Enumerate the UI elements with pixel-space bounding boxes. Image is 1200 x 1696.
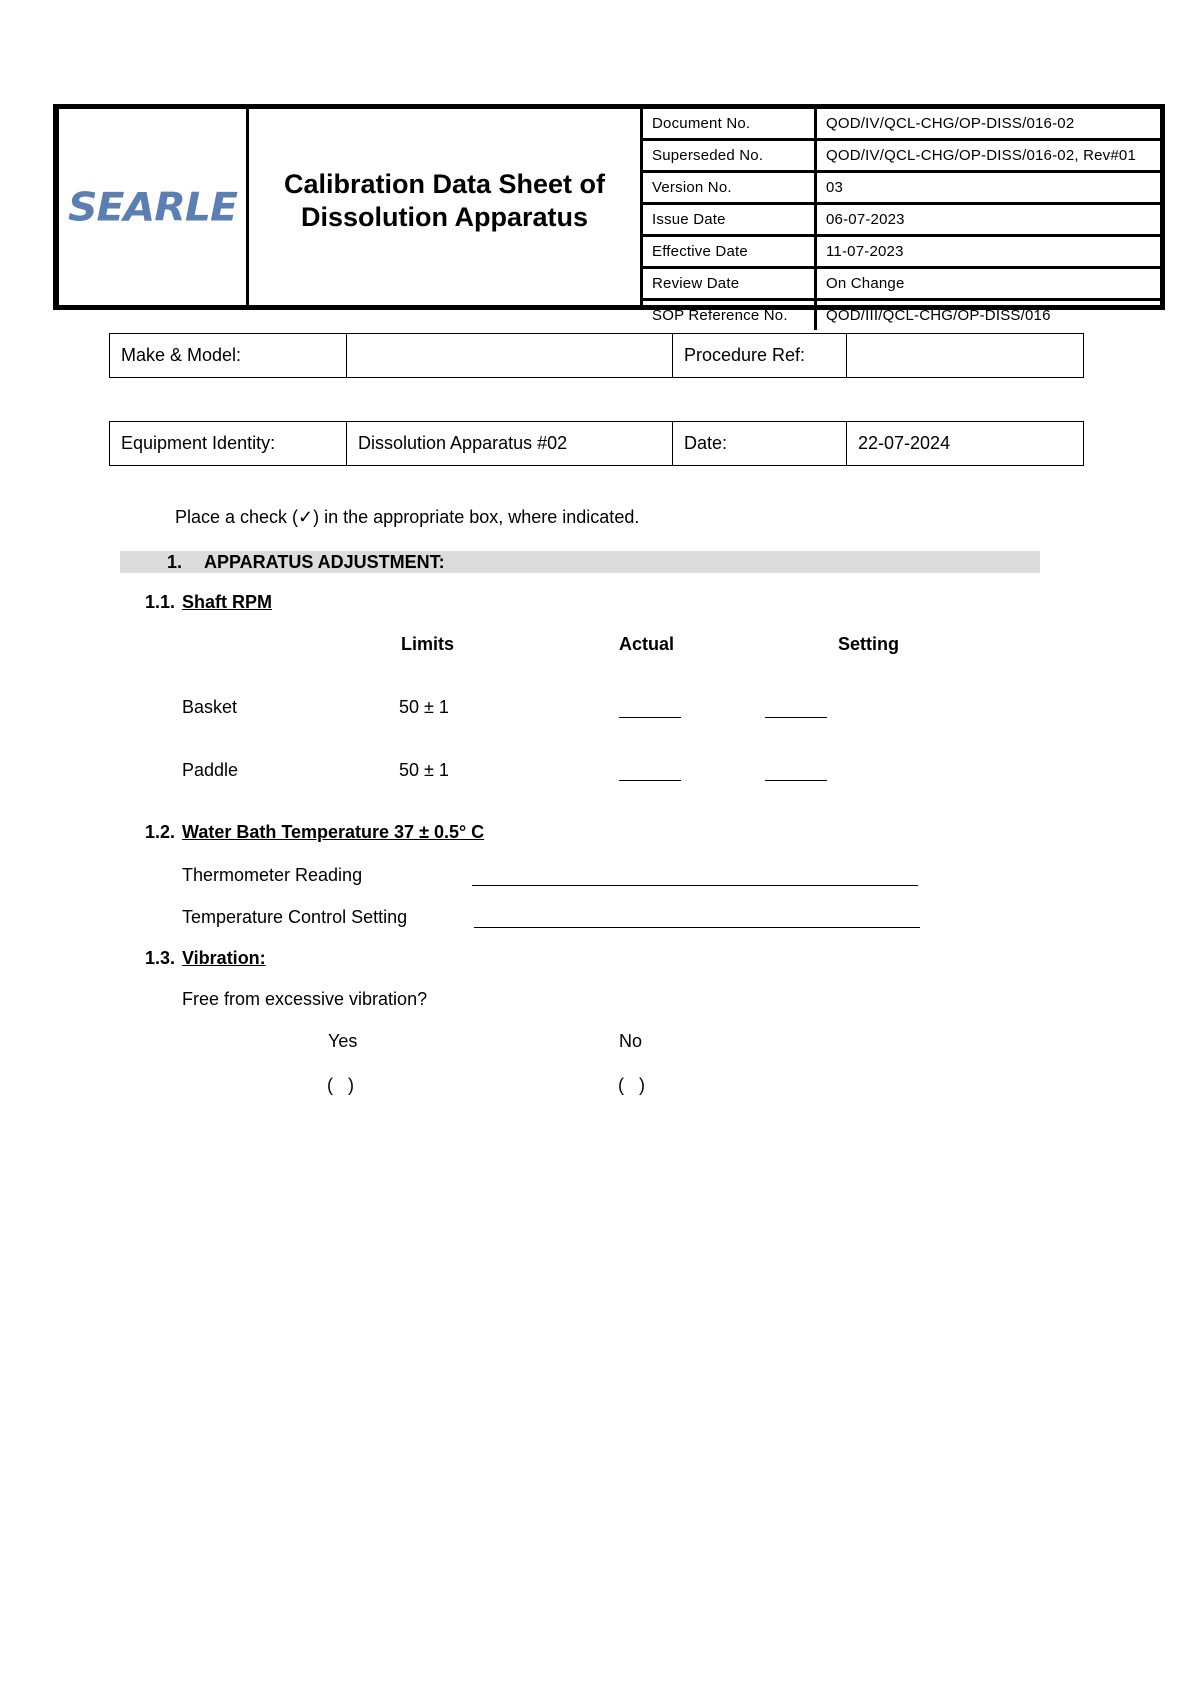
yes-label: Yes — [328, 1031, 358, 1051]
meta-row-version-no: Version No. 03 — [643, 172, 1160, 204]
water-bath-title: Water Bath Temperature 37 ± 0.5° C — [182, 822, 485, 842]
meta-row-document-no: Document No. QOD/IV/QCL-CHG/OP-DISS/016-02 — [643, 109, 1160, 140]
document-title — [284, 168, 605, 234]
date-value[interactable]: 22-07-2024 — [858, 433, 951, 453]
paddle-limit: 50 ± 1 — [399, 760, 449, 780]
basket-setting-field[interactable] — [765, 717, 827, 718]
paddle-actual-field[interactable] — [619, 780, 681, 781]
section-1-number: 1. — [167, 552, 183, 572]
thermometer-label: Thermometer Reading — [182, 865, 363, 885]
make-model-label: Make & Model: — [110, 334, 347, 377]
procedure-ref-label: Procedure Ref: — [673, 334, 847, 377]
instruction-text: Place a check (✓) in the appropriate box, where indicated. — [175, 507, 640, 527]
subsection-1-2-number: 1.2. — [145, 822, 176, 842]
procedure-ref-field[interactable] — [847, 334, 1083, 377]
temp-control-field[interactable] — [474, 927, 920, 928]
document-header — [53, 104, 1165, 324]
meta-row-effective-date: Effective Date 11-07-2023 — [643, 236, 1160, 268]
meta-row-superseded-no: Superseded No. QOD/IV/QCL-CHG/OP-DISS/016-02, Rev#01 — [643, 140, 1160, 172]
equipment-identity-label: Equipment Identity: — [110, 422, 347, 465]
basket-actual-field[interactable] — [619, 717, 681, 718]
subsection-1-1-number: 1.1. — [145, 592, 176, 612]
col-actual-header: Actual — [619, 634, 675, 654]
meta-row-sop-reference: SOP Reference No. QOD/III/QCL-CHG/OP-DISS/016 — [643, 300, 1160, 331]
vibration-question: Free from excessive vibration? — [182, 989, 428, 1009]
no-checkbox[interactable]: ( ) — [618, 1075, 645, 1095]
meta-row-review-date: Review Date On Change — [643, 268, 1160, 300]
section-1-title: APPARATUS ADJUSTMENT: — [204, 552, 445, 572]
equipment-identity-value[interactable]: Dissolution Apparatus #02 — [347, 422, 673, 465]
logo-cell — [59, 109, 249, 305]
shaft-rpm-title: Shaft RPM — [182, 592, 272, 612]
paddle-setting-field[interactable] — [765, 780, 827, 781]
title-line-1: Calibration Data Sheet of — [283, 169, 606, 199]
no-label: No — [619, 1031, 643, 1051]
title-cell — [249, 109, 643, 305]
meta-table — [643, 109, 1160, 330]
make-model-box — [109, 333, 1084, 378]
col-limits-header: Limits — [401, 634, 455, 654]
thermometer-reading-field[interactable] — [472, 885, 918, 886]
basket-limit: 50 ± 1 — [399, 697, 449, 717]
yes-checkbox[interactable]: ( ) — [327, 1075, 354, 1095]
date-label: Date: — [673, 422, 847, 465]
basket-label: Basket — [182, 697, 238, 717]
vibration-title: Vibration: — [182, 948, 266, 968]
col-setting-header: Setting — [838, 634, 899, 654]
paddle-label: Paddle — [182, 760, 239, 780]
title-line-2: Dissolution Apparatus — [300, 202, 588, 232]
equipment-box — [109, 421, 1084, 466]
meta-row-issue-date: Issue Date 06-07-2023 — [643, 204, 1160, 236]
temp-control-label: Temperature Control Setting — [182, 907, 408, 927]
make-model-field[interactable] — [347, 334, 673, 377]
searle-logo: SEARLE — [68, 184, 237, 230]
subsection-1-3-number: 1.3. — [145, 948, 176, 968]
document-meta — [643, 109, 1160, 324]
